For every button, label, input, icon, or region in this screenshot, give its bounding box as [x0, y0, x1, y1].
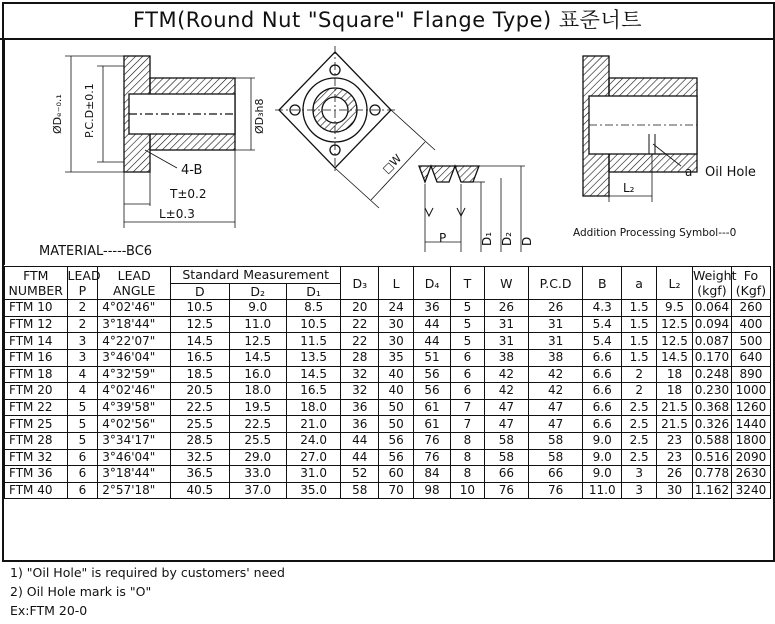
table-cell: 4	[67, 366, 98, 383]
dim-w-label: □W	[379, 151, 405, 177]
table-cell: 29.0	[229, 449, 286, 466]
table-cell: FTM 12	[5, 316, 68, 333]
table-cell: 58	[528, 449, 582, 466]
table-cell: 18.0	[286, 399, 340, 416]
dim-d2-label: D₂	[500, 231, 514, 246]
material-label: MATERIAL-----BC6	[39, 244, 153, 259]
table-cell: 60	[379, 466, 414, 483]
table-cell: 1440	[731, 416, 770, 433]
table-cell: 10	[451, 482, 485, 499]
table-cell: 8.5	[286, 300, 340, 317]
dim-t-label: T±0.2	[170, 187, 207, 201]
table-cell: 0.248	[692, 366, 731, 383]
table-cell: 36	[341, 416, 379, 433]
table-cell: 31	[528, 333, 582, 350]
table-cell: 56	[379, 449, 414, 466]
drawing-svg	[5, 38, 773, 265]
table-cell: 2	[622, 383, 657, 400]
table-cell: 2°57'18"	[98, 482, 171, 499]
table-cell: 10.5	[171, 300, 229, 317]
table-cell: 3°18'44"	[98, 316, 171, 333]
table-row	[5, 300, 771, 317]
table-cell: 10.5	[286, 316, 340, 333]
table-cell: 12.5	[229, 333, 286, 350]
note-oil-hole: 1) "Oil Hole" is required by customers' need	[10, 565, 285, 580]
front-view	[275, 46, 435, 208]
spec-table	[4, 266, 771, 499]
table-cell: 1.5	[622, 316, 657, 333]
table-cell: 14.5	[286, 366, 340, 383]
table-cell: 7	[451, 399, 485, 416]
table-cell: 42	[484, 366, 528, 383]
col-lead-angle: LEAD ANGLE	[98, 267, 171, 300]
table-cell: FTM 14	[5, 333, 68, 350]
table-cell: FTM 10	[5, 300, 68, 317]
table-cell: 1800	[731, 432, 770, 449]
table-cell: 5	[67, 416, 98, 433]
table-cell: 6.6	[583, 399, 622, 416]
table-cell: 640	[731, 349, 770, 366]
table-cell: 28	[341, 349, 379, 366]
dim-d3-label: ØD₃h8	[253, 98, 266, 134]
table-cell: 14.5	[229, 349, 286, 366]
table-cell: 6	[451, 366, 485, 383]
table-cell: 56	[379, 432, 414, 449]
table-cell: 4.3	[583, 300, 622, 317]
table-cell: 3	[67, 333, 98, 350]
table-cell: 2.5	[622, 399, 657, 416]
table-cell: 32	[341, 383, 379, 400]
table-cell: FTM 22	[5, 399, 68, 416]
table-cell: 16.5	[171, 349, 229, 366]
table-cell: 70	[379, 482, 414, 499]
table-cell: FTM 18	[5, 366, 68, 383]
table-cell: 6.6	[583, 366, 622, 383]
table-cell: 3	[622, 466, 657, 483]
table-cell: 2090	[731, 449, 770, 466]
table-cell: 3°46'04"	[98, 349, 171, 366]
table-cell: 18	[657, 383, 693, 400]
col-b: B	[583, 267, 622, 300]
table-cell: 44	[414, 333, 451, 350]
table-row	[5, 466, 771, 483]
table-cell: FTM 28	[5, 432, 68, 449]
table-cell: 20.5	[171, 383, 229, 400]
table-cell: 6.6	[583, 416, 622, 433]
table-cell: FTM 32	[5, 449, 68, 466]
table-cell: 19.5	[229, 399, 286, 416]
table-cell: 18	[657, 366, 693, 383]
side-view	[65, 56, 255, 228]
dim-holes-label: 4-B	[181, 163, 203, 178]
table-cell: 0.064	[692, 300, 731, 317]
table-cell: 36.5	[171, 466, 229, 483]
processing-symbol-label: Addition Processing Symbol---0	[573, 227, 737, 239]
table-cell: 40	[379, 366, 414, 383]
table-cell: 18.0	[229, 383, 286, 400]
table-cell: 47	[484, 416, 528, 433]
col-pcd: P.C.D	[528, 267, 582, 300]
table-cell: 5	[451, 333, 485, 350]
dim-l-label: L±0.3	[159, 207, 195, 221]
col-weight: Weight (kgf)	[692, 268, 737, 299]
table-cell: 50	[379, 416, 414, 433]
table-cell: 3°46'04"	[98, 449, 171, 466]
table-cell: 4°22'07"	[98, 333, 171, 350]
table-cell: 32.5	[171, 449, 229, 466]
table-cell: 58	[341, 482, 379, 499]
table-row	[5, 399, 771, 416]
table-cell: FTM 16	[5, 349, 68, 366]
col-standard-measurement: Standard Measurement	[171, 267, 341, 284]
table-cell: 58	[484, 432, 528, 449]
table-cell: 12.5	[657, 316, 693, 333]
table-cell: 1.5	[622, 300, 657, 317]
table-cell: 3°18'44"	[98, 466, 171, 483]
table-cell: 5	[67, 399, 98, 416]
table-cell: 0.087	[692, 333, 731, 350]
table-cell: 8	[451, 466, 485, 483]
table-cell: 50	[379, 399, 414, 416]
table-cell: 47	[528, 399, 582, 416]
table-cell: 12.5	[657, 333, 693, 350]
dim-de-label: ØDₑ₋₀.₁	[51, 94, 64, 134]
table-cell: 16.0	[229, 366, 286, 383]
col-d4: D₄	[414, 267, 451, 300]
table-cell: 9.0	[583, 466, 622, 483]
page-title: FTM(Round Nut "Square" Flange Type) 표준너트	[0, 0, 775, 40]
table-cell: 16.5	[286, 383, 340, 400]
table-cell: 36	[414, 300, 451, 317]
table-cell: 4°02'46"	[98, 383, 171, 400]
col-d1: D₁	[286, 283, 340, 300]
col-d3: D₃	[341, 267, 379, 300]
table-cell: 9.0	[583, 449, 622, 466]
table-cell: 7	[451, 416, 485, 433]
table-cell: 22.5	[229, 416, 286, 433]
table-cell: 400	[731, 316, 770, 333]
table-cell: 2	[622, 366, 657, 383]
table-cell: 31	[484, 333, 528, 350]
table-row	[5, 366, 771, 383]
table-cell: 25.5	[229, 432, 286, 449]
table-cell: 4°32'59"	[98, 366, 171, 383]
dim-pcd-label: P.C.D±0.1	[83, 83, 96, 138]
table-cell: 37.0	[229, 482, 286, 499]
table-cell: 2	[67, 316, 98, 333]
table-cell: 0.368	[692, 399, 731, 416]
table-cell: 26	[657, 466, 693, 483]
table-cell: 1.162	[692, 482, 731, 499]
table-cell: 2	[67, 300, 98, 317]
table-cell: 9.5	[657, 300, 693, 317]
table-cell: 6	[67, 482, 98, 499]
table-cell: 3240	[731, 482, 770, 499]
col-d2: D₂	[229, 283, 286, 300]
col-d: D	[171, 283, 229, 300]
table-row	[5, 449, 771, 466]
table-row	[5, 333, 771, 350]
table-cell: 6.6	[583, 349, 622, 366]
table-cell: 51	[414, 349, 451, 366]
oil-hole-label: Oil Hole	[705, 165, 756, 180]
spec-table-body	[5, 300, 771, 499]
table-cell: 2630	[731, 466, 770, 483]
table-cell: 0.230	[692, 383, 731, 400]
table-cell: 66	[484, 466, 528, 483]
table-row	[5, 316, 771, 333]
table-cell: 4	[67, 383, 98, 400]
table-cell: 5	[451, 300, 485, 317]
table-cell: 28.5	[171, 432, 229, 449]
table-cell: 76	[414, 432, 451, 449]
table-cell: 3°34'17"	[98, 432, 171, 449]
table-cell: 6	[451, 383, 485, 400]
table-cell: 56	[414, 366, 451, 383]
col-fo: Fo (Kgf)	[731, 267, 770, 300]
table-cell: 890	[731, 366, 770, 383]
table-cell: 35.0	[286, 482, 340, 499]
table-cell: 58	[484, 449, 528, 466]
table-cell: 13.5	[286, 349, 340, 366]
notes	[10, 563, 285, 620]
table-cell: 500	[731, 333, 770, 350]
table-cell: 42	[528, 383, 582, 400]
table-cell: 9.0	[229, 300, 286, 317]
col-w: W	[484, 267, 528, 300]
table-cell: 40	[379, 383, 414, 400]
table-cell: 26	[528, 300, 582, 317]
table-cell: 260	[731, 300, 770, 317]
table-cell: 33.0	[229, 466, 286, 483]
note-example: Ex:FTM 20-0	[10, 603, 88, 618]
table-cell: 2.5	[622, 416, 657, 433]
dim-d1-label: D₁	[480, 231, 494, 246]
table-cell: 0.326	[692, 416, 731, 433]
col-t: T	[451, 267, 485, 300]
dim-a-label: a	[685, 165, 693, 179]
table-cell: 22	[341, 316, 379, 333]
table-cell: 6.6	[583, 383, 622, 400]
col-l2: L₂	[657, 267, 693, 300]
table-cell: 61	[414, 399, 451, 416]
table-cell: 4°02'56"	[98, 416, 171, 433]
col-ftm-number: FTM NUMBER	[5, 267, 68, 300]
table-cell: 1260	[731, 399, 770, 416]
table-cell: 14.5	[657, 349, 693, 366]
table-cell: 30	[657, 482, 693, 499]
table-cell: 31.0	[286, 466, 340, 483]
table-cell: 22	[341, 333, 379, 350]
table-cell: 36	[341, 399, 379, 416]
table-cell: 44	[414, 316, 451, 333]
table-cell: 30	[379, 333, 414, 350]
table-cell: 5	[67, 432, 98, 449]
table-cell: 11.0	[583, 482, 622, 499]
table-cell: FTM 40	[5, 482, 68, 499]
table-cell: 0.588	[692, 432, 731, 449]
table-cell: 5.4	[583, 316, 622, 333]
table-cell: 40.5	[171, 482, 229, 499]
table-cell: 23	[657, 432, 693, 449]
table-cell: 14.5	[171, 333, 229, 350]
table-cell: 6	[67, 466, 98, 483]
table-cell: 38	[528, 349, 582, 366]
table-row	[5, 349, 771, 366]
table-cell: 1.5	[622, 349, 657, 366]
table-cell: 4°02'46"	[98, 300, 171, 317]
col-a: a	[622, 267, 657, 300]
oil-hole-view	[583, 56, 697, 202]
table-cell: 18.5	[171, 366, 229, 383]
table-cell: 27.0	[286, 449, 340, 466]
table-cell: 35	[379, 349, 414, 366]
table-cell: 30	[379, 316, 414, 333]
table-cell: 1000	[731, 383, 770, 400]
table-cell: 56	[414, 383, 451, 400]
table-row	[5, 482, 771, 499]
table-cell: 44	[341, 449, 379, 466]
table-cell: 42	[484, 383, 528, 400]
note-oil-hole-mark: 2) Oil Hole mark is "O"	[10, 584, 152, 599]
table-cell: 0.094	[692, 316, 731, 333]
table-cell: 12.5	[171, 316, 229, 333]
col-lead: LEAD P	[67, 268, 101, 299]
table-cell: 0.170	[692, 349, 731, 366]
table-cell: 11.0	[229, 316, 286, 333]
table-cell: 21.5	[657, 416, 693, 433]
table-cell: 76	[484, 482, 528, 499]
table-cell: 9.0	[583, 432, 622, 449]
table-cell: 21.0	[286, 416, 340, 433]
table-cell: 47	[528, 416, 582, 433]
table-cell: 4°39'58"	[98, 399, 171, 416]
table-cell: 22.5	[171, 399, 229, 416]
table-row	[5, 416, 771, 433]
table-cell: 98	[414, 482, 451, 499]
col-l: L	[379, 267, 414, 300]
table-cell: FTM 20	[5, 383, 68, 400]
table-cell: 38	[484, 349, 528, 366]
table-cell: 5	[451, 316, 485, 333]
table-cell: 5.4	[583, 333, 622, 350]
table-cell: 8	[451, 432, 485, 449]
table-cell: 42	[528, 366, 582, 383]
table-cell: 24	[379, 300, 414, 317]
technical-drawing	[3, 38, 775, 265]
table-cell: 52	[341, 466, 379, 483]
table-cell: 2.5	[622, 449, 657, 466]
table-cell: 21.5	[657, 399, 693, 416]
table-cell: 44	[341, 432, 379, 449]
table-cell: 31	[528, 316, 582, 333]
table-cell: 84	[414, 466, 451, 483]
table-cell: 76	[414, 449, 451, 466]
table-cell: 32	[341, 366, 379, 383]
table-cell: 1.5	[622, 333, 657, 350]
table-cell: 61	[414, 416, 451, 433]
table-cell: 20	[341, 300, 379, 317]
table-cell: 66	[528, 466, 582, 483]
table-cell: 3	[67, 349, 98, 366]
table-cell: 3	[622, 482, 657, 499]
table-cell: 11.5	[286, 333, 340, 350]
table-cell: 58	[528, 432, 582, 449]
table-cell: 0.778	[692, 466, 731, 483]
table-cell: 47	[484, 399, 528, 416]
table-cell: 25.5	[171, 416, 229, 433]
table-row	[5, 432, 771, 449]
table-cell: 2.5	[622, 432, 657, 449]
table-cell: 76	[528, 482, 582, 499]
table-cell: 6	[67, 449, 98, 466]
table-row	[5, 383, 771, 400]
dim-d-label: D	[520, 236, 534, 246]
table-cell: 0.516	[692, 449, 731, 466]
table-cell: 6	[451, 349, 485, 366]
table-cell: FTM 25	[5, 416, 68, 433]
dim-l2-label: L₂	[623, 181, 635, 195]
table-cell: 31	[484, 316, 528, 333]
table-cell: FTM 36	[5, 466, 68, 483]
table-cell: 8	[451, 449, 485, 466]
table-cell: 23	[657, 449, 693, 466]
table-cell: 24.0	[286, 432, 340, 449]
dim-p-label: P	[439, 231, 447, 245]
table-cell: 26	[484, 300, 528, 317]
